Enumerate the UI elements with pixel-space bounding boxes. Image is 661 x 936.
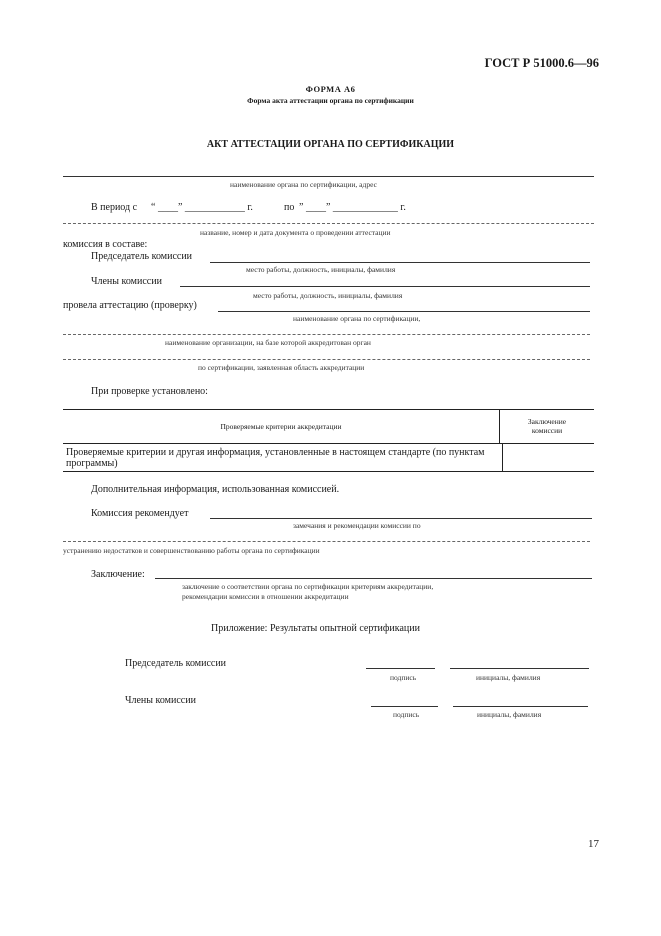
- commission-label: комиссия в составе:: [63, 239, 148, 250]
- period-label: В период с: [91, 202, 138, 213]
- standard-header: ГОСТ Р 51000.6—96: [484, 56, 599, 70]
- area-caption: по сертификации, заявленная область аккредитации: [198, 363, 365, 372]
- table-header-row: [63, 410, 594, 444]
- conclusion-label: Заключение:: [91, 569, 145, 580]
- conclusion-line[interactable]: [155, 578, 592, 579]
- members-label: Члены комиссии: [91, 276, 162, 287]
- additional-info: Дополнительная информация, использованная комиссией.: [91, 484, 340, 495]
- form-subtitle: Форма акта аттестации органа по сертификации: [247, 96, 414, 105]
- attested-label: провела аттестацию (проверку): [63, 300, 197, 311]
- members-name-line[interactable]: [453, 706, 588, 707]
- page-number: 17: [588, 838, 599, 850]
- period-from[interactable]: “ ____” ____________ г.: [151, 202, 253, 213]
- form-label: ФОРМА А6: [305, 84, 356, 94]
- conclusion-caption-2: рекомендации комиссии в отношении аккредитации: [182, 592, 349, 601]
- recommends-line-2[interactable]: [63, 541, 590, 542]
- conclusion-caption-1: заключение о соответствии органа по сертификации критериям аккредитации,: [182, 582, 434, 591]
- base-org-caption: наименование организации, на базе которой аккредитован орган: [165, 338, 371, 347]
- chairman-line[interactable]: [210, 262, 590, 263]
- table-header-conclusion: Заключение комиссии: [527, 417, 567, 435]
- found-label: При проверке установлено:: [91, 386, 208, 397]
- base-org-line[interactable]: [63, 334, 590, 335]
- table-cell-criteria: Проверяемые критерии и другая информация, установленные в настоящем стандарте (по пунктам программы): [63, 444, 503, 471]
- chairman-name-caption: инициалы, фамилия: [476, 673, 541, 682]
- attested-line[interactable]: [218, 311, 590, 312]
- chairman-name-line[interactable]: [450, 668, 589, 669]
- document-caption: название, номер и дата документа о проведении аттестации: [200, 228, 391, 237]
- period-to-label: по: [284, 202, 295, 213]
- members-signature-line[interactable]: [371, 706, 438, 707]
- attested-caption: наименование органа по сертификации,: [293, 314, 421, 323]
- criteria-table: [63, 409, 594, 472]
- document-line[interactable]: [63, 223, 594, 224]
- signature-members-label: Члены комиссии: [125, 695, 196, 706]
- signature-chairman-label: Председатель комиссии: [125, 658, 227, 669]
- document-title: АКТ АТТЕСТАЦИИ ОРГАНА ПО СЕРТИФИКАЦИИ: [206, 139, 455, 150]
- recommends-line[interactable]: [210, 518, 592, 519]
- table-cell-conclusion[interactable]: [503, 444, 594, 471]
- org-caption: наименование органа по сертификации, адрес: [230, 180, 377, 189]
- table-row: [63, 444, 594, 471]
- appendix-text: Приложение: Результаты опытной сертификации: [211, 623, 420, 634]
- period-to[interactable]: ” ____” _____________ г.: [299, 202, 406, 213]
- recommends-caption: замечания и рекомендации комиссии по: [293, 521, 421, 530]
- members-line[interactable]: [180, 286, 590, 287]
- members-name-caption: инициалы, фамилия: [477, 710, 542, 719]
- chairman-caption: место работы, должность, инициалы, фамилия: [246, 265, 396, 274]
- area-line[interactable]: [63, 359, 590, 360]
- members-caption: место работы, должность, инициалы, фамилия: [253, 291, 403, 300]
- chairman-signature-line[interactable]: [366, 668, 435, 669]
- table-header-criteria: Проверяемые критерии аккредитации: [63, 410, 500, 443]
- chairman-label: Председатель комиссии: [91, 251, 193, 262]
- members-signature-caption: подпись: [393, 710, 420, 719]
- chairman-signature-caption: подпись: [390, 673, 417, 682]
- recommends-label: Комиссия рекомендует: [91, 508, 189, 519]
- org-name-line[interactable]: [63, 176, 594, 177]
- recommends-caption-2: устранению недостатков и совершенствованию работы органа по сертификации: [63, 546, 320, 555]
